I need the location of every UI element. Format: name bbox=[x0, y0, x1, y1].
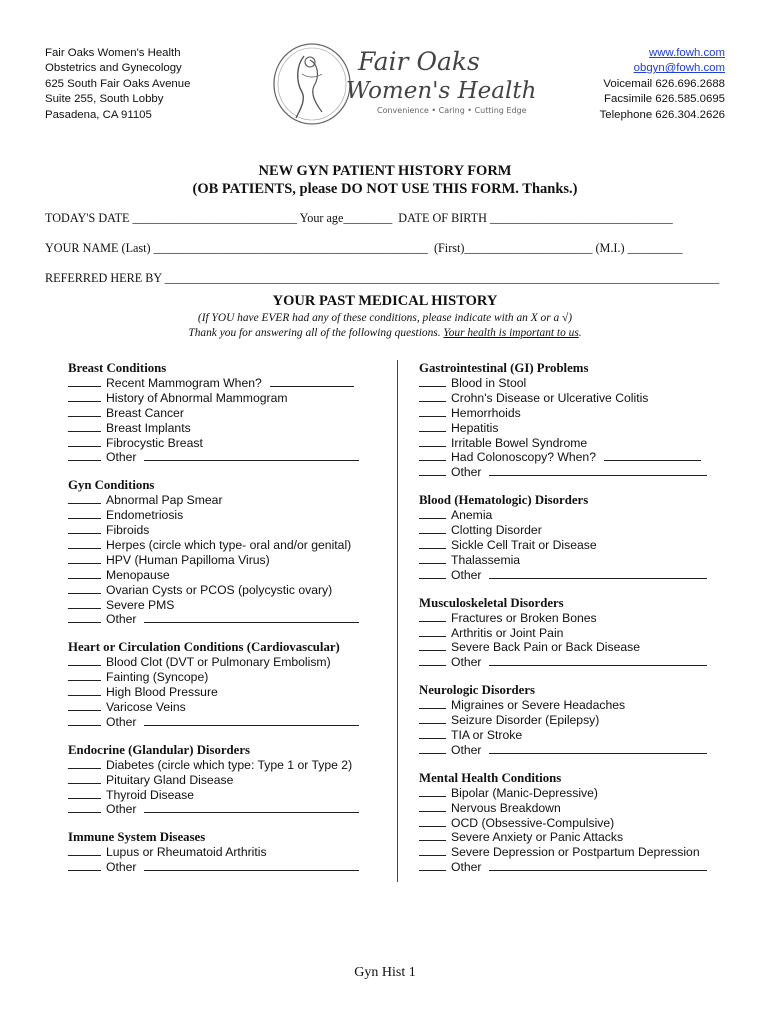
thanks-emphasis: Your health is important to us bbox=[443, 327, 579, 340]
answer-blank bbox=[489, 568, 707, 579]
condition-item[interactable]: Fibrocystic Breast bbox=[68, 436, 398, 451]
check-blank bbox=[68, 583, 101, 594]
telephone-number: Telephone 626.304.2626 bbox=[599, 108, 725, 121]
check-blank bbox=[68, 860, 101, 871]
musculoskeletal-disorders bbox=[419, 596, 729, 671]
check-blank bbox=[68, 655, 101, 666]
condition-item[interactable]: Herpes (circle which type- oral and/or genital) bbox=[68, 538, 398, 553]
condition-item[interactable]: Other bbox=[419, 568, 729, 583]
condition-item[interactable]: Severe PMS bbox=[68, 598, 398, 613]
condition-item[interactable]: Fainting (Syncope) bbox=[68, 670, 398, 685]
check-blank bbox=[68, 568, 101, 579]
condition-item[interactable]: Other bbox=[68, 450, 398, 465]
breast-conditions bbox=[68, 361, 398, 465]
check-blank bbox=[68, 685, 101, 696]
condition-item[interactable]: History of Abnormal Mammogram bbox=[68, 391, 398, 406]
check-blank bbox=[68, 493, 101, 504]
condition-item[interactable]: Anemia bbox=[419, 508, 729, 523]
gyn-conditions bbox=[68, 478, 398, 627]
check-blank bbox=[419, 626, 446, 637]
check-blank bbox=[419, 801, 446, 812]
condition-item[interactable]: Hepatitis bbox=[419, 421, 729, 436]
category-title: Heart or Circulation Conditions (Cardiovascular) bbox=[68, 640, 340, 655]
address-line: 625 South Fair Oaks Avenue bbox=[45, 77, 191, 90]
thanks-end: . bbox=[578, 327, 582, 340]
check-blank bbox=[419, 611, 446, 622]
check-blank bbox=[68, 421, 101, 432]
check-blank bbox=[68, 845, 101, 856]
category-title: Gyn Conditions bbox=[68, 478, 155, 493]
check-blank bbox=[68, 508, 101, 519]
cardiovascular-conditions bbox=[68, 640, 398, 729]
history-title: YOUR PAST MEDICAL HISTORY bbox=[272, 293, 498, 309]
history-instructions bbox=[0, 311, 770, 342]
check-blank bbox=[68, 802, 101, 813]
condition-item[interactable]: Blood Clot (DVT or Pulmonary Embolism) bbox=[68, 655, 398, 670]
right-conditions-column bbox=[419, 361, 729, 875]
check-blank bbox=[419, 508, 446, 519]
check-blank bbox=[419, 523, 446, 534]
left-conditions-column bbox=[68, 361, 398, 875]
check-blank bbox=[419, 391, 446, 402]
website-link[interactable]: www.fowh.com bbox=[649, 47, 725, 59]
check-blank bbox=[419, 786, 446, 797]
condition-item[interactable]: Nervous Breakdown bbox=[419, 801, 729, 816]
condition-item[interactable]: Hemorrhoids bbox=[419, 406, 729, 421]
check-blank bbox=[419, 655, 446, 666]
condition-item[interactable]: Had Colonoscopy? When? bbox=[419, 450, 729, 465]
category-title: Gastrointestinal (GI) Problems bbox=[419, 361, 589, 375]
check-blank bbox=[68, 700, 101, 711]
check-blank bbox=[68, 788, 101, 799]
answer-blank bbox=[144, 715, 359, 726]
answer-blank bbox=[489, 655, 707, 666]
condition-item[interactable]: Thalassemia bbox=[419, 553, 729, 568]
address-line: Obstetrics and Gynecology bbox=[45, 62, 182, 75]
condition-item[interactable]: Arthritis or Joint Pain bbox=[419, 626, 729, 641]
endocrine-disorders bbox=[68, 743, 398, 818]
check-blank bbox=[68, 450, 101, 461]
check-blank bbox=[419, 376, 446, 387]
condition-item[interactable]: Other bbox=[419, 655, 729, 670]
condition-item[interactable]: Severe Anxiety or Panic Attacks bbox=[419, 830, 729, 845]
answer-blank bbox=[489, 743, 707, 754]
condition-item[interactable]: Crohn's Disease or Ulcerative Colitis bbox=[419, 391, 729, 406]
mental-health-conditions bbox=[419, 771, 729, 875]
check-blank bbox=[68, 670, 101, 681]
condition-item[interactable]: Varicose Veins bbox=[68, 700, 398, 715]
condition-item[interactable]: Endometriosis bbox=[68, 508, 398, 523]
check-blank bbox=[419, 845, 446, 856]
category-title: Musculoskeletal Disorders bbox=[419, 595, 564, 610]
logo-wordmark-line1: Fair Oaks bbox=[358, 47, 480, 76]
condition-item[interactable]: Migraines or Severe Headaches bbox=[419, 698, 729, 713]
answer-blank bbox=[489, 465, 707, 476]
check-blank bbox=[419, 450, 446, 461]
practice-logo bbox=[266, 40, 537, 128]
logo-wordmark-line2: Women's Health bbox=[346, 78, 537, 104]
logo-tagline: Convenience • Caring • Cutting Edge bbox=[377, 106, 527, 115]
instruction-line: (If YOU have EVER had any of these conditions, please indicate with an X or a √) bbox=[197, 312, 573, 324]
page-label: Gyn Hist 1 bbox=[354, 965, 416, 980]
check-blank bbox=[419, 568, 446, 579]
name-line[interactable]: YOUR NAME (Last) _____________________________________________ (First)_____________________ (M.I.) _________ bbox=[45, 241, 683, 255]
check-blank bbox=[419, 743, 446, 754]
condition-item[interactable]: Other bbox=[68, 612, 398, 627]
neurologic-disorders bbox=[419, 683, 729, 758]
condition-item[interactable]: Thyroid Disease bbox=[68, 788, 398, 803]
category-title: Blood (Hematologic) Disorders bbox=[419, 493, 589, 508]
condition-item[interactable]: Severe Back Pain or Back Disease bbox=[419, 640, 729, 655]
condition-item[interactable]: Other bbox=[68, 802, 398, 817]
check-blank bbox=[419, 553, 446, 564]
check-blank bbox=[419, 465, 446, 476]
check-blank bbox=[419, 830, 446, 841]
condition-item[interactable]: Breast Implants bbox=[68, 421, 398, 436]
check-blank bbox=[68, 553, 101, 564]
check-blank bbox=[68, 406, 101, 417]
address-line: Fair Oaks Women's Health bbox=[45, 47, 181, 59]
condition-item[interactable]: High Blood Pressure bbox=[68, 685, 398, 700]
check-blank bbox=[419, 816, 446, 827]
gi-problems bbox=[419, 361, 729, 480]
logo-graphic bbox=[266, 40, 537, 128]
check-blank bbox=[419, 728, 446, 739]
voicemail-number: Voicemail 626.696.2688 bbox=[603, 77, 725, 90]
condition-item[interactable]: Severe Depression or Postpartum Depression bbox=[419, 845, 729, 860]
answer-blank bbox=[144, 612, 359, 623]
address-line: Suite 255, South Lobby bbox=[45, 93, 164, 106]
form-title: NEW GYN PATIENT HISTORY FORM bbox=[258, 163, 512, 179]
condition-item[interactable]: Abnormal Pap Smear bbox=[68, 493, 398, 508]
address-line: Pasadena, CA 91105 bbox=[45, 108, 152, 121]
category-title: Immune System Diseases bbox=[68, 830, 206, 845]
check-blank bbox=[419, 713, 446, 724]
condition-item[interactable]: Other bbox=[68, 860, 398, 875]
email-link[interactable]: obgyn@fowh.com bbox=[633, 62, 725, 75]
condition-item[interactable]: Recent Mammogram When? bbox=[68, 376, 398, 391]
check-blank bbox=[68, 391, 101, 402]
condition-item[interactable]: Blood in Stool bbox=[419, 376, 729, 391]
answer-blank bbox=[604, 450, 701, 461]
check-blank bbox=[68, 523, 101, 534]
condition-item[interactable]: Fibroids bbox=[68, 523, 398, 538]
check-blank bbox=[68, 758, 101, 769]
answer-blank bbox=[270, 376, 354, 387]
referred-by-line[interactable]: REFERRED HERE BY ___________________________________________________________________________________________ bbox=[45, 271, 720, 285]
condition-item[interactable]: HPV (Human Papilloma Virus) bbox=[68, 553, 398, 568]
check-blank bbox=[68, 376, 101, 387]
answer-blank bbox=[144, 802, 359, 813]
fax-number: Facsimile 626.585.0695 bbox=[604, 93, 725, 106]
category-title: Breast Conditions bbox=[68, 361, 167, 375]
condition-item[interactable]: Ovarian Cysts or PCOS (polycystic ovary) bbox=[68, 583, 398, 598]
thanks-text: Thank you for answering all of the following questions. bbox=[188, 327, 444, 340]
hematologic-disorders bbox=[419, 493, 729, 582]
condition-item[interactable]: Bipolar (Manic-Depressive) bbox=[419, 786, 729, 801]
check-blank bbox=[419, 421, 446, 432]
condition-item[interactable]: Pituitary Gland Disease bbox=[68, 773, 398, 788]
form-subtitle: (OB PATIENTS, please DO NOT USE THIS FORM. Thanks.) bbox=[192, 181, 578, 197]
check-blank bbox=[68, 773, 101, 784]
condition-item[interactable]: Diabetes (circle which type: Type 1 or Type 2) bbox=[68, 758, 398, 773]
practice-address bbox=[45, 46, 190, 123]
condition-item[interactable]: Other bbox=[419, 743, 729, 758]
condition-item[interactable]: Sickle Cell Trait or Disease bbox=[419, 538, 729, 553]
condition-item[interactable]: Clotting Disorder bbox=[419, 523, 729, 538]
check-blank bbox=[419, 538, 446, 549]
check-blank bbox=[68, 436, 101, 447]
check-blank bbox=[419, 436, 446, 447]
check-blank bbox=[419, 640, 446, 651]
check-blank bbox=[68, 715, 101, 726]
contact-info bbox=[600, 46, 725, 123]
condition-item[interactable]: OCD (Obsessive-Compulsive) bbox=[419, 816, 729, 831]
answer-blank bbox=[489, 860, 707, 871]
condition-item[interactable]: Fractures or Broken Bones bbox=[419, 611, 729, 626]
condition-item[interactable]: Other bbox=[68, 715, 398, 730]
category-title: Endocrine (Glandular) Disorders bbox=[68, 742, 251, 757]
condition-item[interactable]: TIA or Stroke bbox=[419, 728, 729, 743]
thanks-line bbox=[0, 326, 770, 341]
check-blank bbox=[419, 698, 446, 709]
condition-item[interactable]: Other bbox=[419, 465, 729, 480]
answer-blank bbox=[144, 450, 359, 461]
date-age-dob-line[interactable]: TODAY'S DATE ___________________________ Your age________ DATE OF BIRTH ______________________________ bbox=[45, 211, 673, 225]
check-blank bbox=[419, 860, 446, 871]
check-blank bbox=[419, 406, 446, 417]
condition-item[interactable]: Breast Cancer bbox=[68, 406, 398, 421]
check-blank bbox=[68, 612, 101, 623]
condition-item[interactable]: Menopause bbox=[68, 568, 398, 583]
condition-item[interactable]: Irritable Bowel Syndrome bbox=[419, 436, 729, 451]
condition-item[interactable]: Other bbox=[419, 860, 729, 875]
condition-item[interactable]: Lupus or Rheumatoid Arthritis bbox=[68, 845, 398, 860]
condition-item[interactable]: Seizure Disorder (Epilepsy) bbox=[419, 713, 729, 728]
check-blank bbox=[68, 598, 101, 609]
immune-diseases bbox=[68, 830, 398, 875]
answer-blank bbox=[144, 860, 359, 871]
category-title: Mental Health Conditions bbox=[419, 770, 562, 785]
category-title: Neurologic Disorders bbox=[419, 683, 535, 698]
check-blank bbox=[68, 538, 101, 549]
